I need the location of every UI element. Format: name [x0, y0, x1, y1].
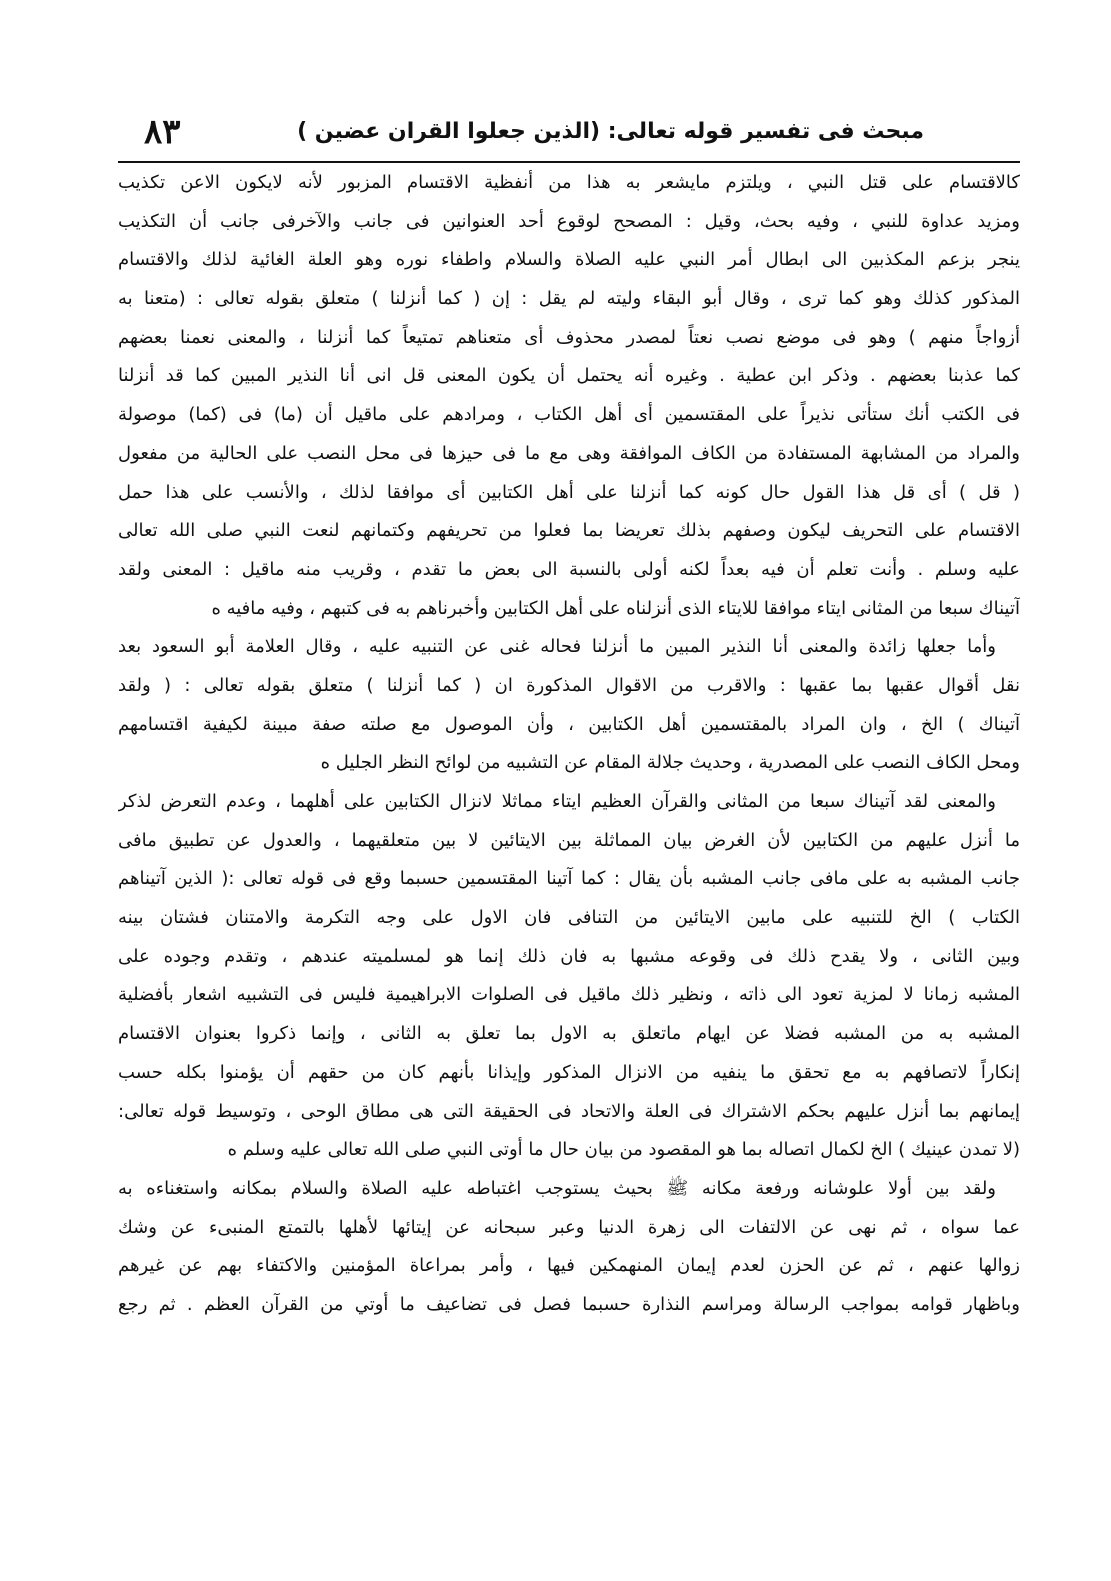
text-line: ومحل الكاف النصب على المصدرية ، وحديث جلالة المقام عن التشبيه من لوائح النظر الجليل ه [320, 752, 1020, 774]
text-line: وبين الثانى ، ولا يقدح ذلك فى وقوعه مشبها به فان ذلك إنما هو لمسلميته عندهم ، وتقدم وجوده على [118, 945, 1020, 967]
text-line: ( قل ) أى قل هذا القول حال كونه كما أنزلنا على أهل الكتابين أى موافقا لذلك ، والأنسب على هذا حمل [118, 481, 1020, 503]
text-line: ينجر بزعم المكذبين الى ابطال أمر النبي عليه الصلاة والسلام واطفاء نوره وهو العلة الغائية لذلك والاقتسام [118, 249, 1020, 271]
text-line: كما عذبنا بعضهم . وذكر ابن عطية . وغيره أنه يحتمل أن يكون المعنى قل انى أنا النذير المبين كما قد أنزلنا [118, 365, 1020, 387]
text-line: نقل أقوال عقبها بما عقبها : والاقرب من الاقوال المذكورة ان ( كما أنزلنا ) متعلق بقوله تعالى : ( ولقد [118, 674, 1020, 696]
text-line: عما سواه ، ثم نهى عن الالتفات الى زهرة الدنيا وعبر سبحانه عن إيتائها لأهلها بالتمتع المنبىء عن وشك [118, 1216, 1020, 1238]
text-line: المذكور كذلك وهو كما ترى ، وقال أبو البقاء وليته لم يقل : إن ( كما أنزلنا ) متعلق بقوله تعالى : (متعنا به [118, 288, 1020, 310]
text-line: والمراد من المشابهة المستفادة من الكاف الموافقة وهى مع ما فى حيزها فى محل النصب على الحالية من مفعول [118, 442, 1020, 464]
text-line: وباظهار قوامه بمواجب الرسالة ومراسم النذارة حسبما فصل فى تضاعيف ما أوتي من القرآن العظم . ثم رجع [118, 1293, 1020, 1315]
page-number: ٨٣ [144, 112, 181, 152]
text-line: أزواجاً منهم ) وهو فى موضع نصب نعتاً لمصدر محذوف أى متعناهم تمتيعاً كما أنزلنا ، والمعنى نعمنا بعضهم [118, 326, 1020, 348]
text-line: إيمانهم بما أنزل عليهم بحكم الاشتراك فى العلة والاتحاد فى الحقيقة التى هى مطاق الوحى ، وتوسيط قوله تعالى: [118, 1100, 1020, 1122]
text-line: والمعنى لقد آتيناك سبعا من المثانى والقرآن العظيم ايتاء مماثلا لانزال الكتابين على أهلهما ، وعدم التعرض لذكر [118, 791, 996, 812]
text-line: المشبه به من المشبه فضلا عن ايهام ماتعلق به الاول بما تعلق به الثانى ، وإنما ذكروا بعنوان الاقتسام [118, 1023, 1020, 1045]
text-line: كالاقتسام على قتل النبي ، ويلتزم مايشعر به هذا من أنفظية الاقتسام المزبور لأنه لايكون الاعن تكذيب [118, 172, 1020, 193]
text-line: ما أنزل عليهم من الكتابين لأن الغرض بيان المماثلة بين الايتائين لا بين متعلقيهما ، والعدول عن تطبيق مافى [118, 829, 1020, 851]
header-rule [118, 161, 1020, 163]
text-line: إنكاراً لاتصافهم به مع تحقق ما ينفيه من الانزال المذكور وإيذانا بأنهم كان من حقهم أن يؤمنوا بكله حسب [118, 1061, 1020, 1083]
text-line: جانب المشبه به على مافى جانب المشبه بأن يقال : كما آتينا المقتسمين حسبما وقع فى قوله تعالى :( الذين آتيناهم [118, 868, 1020, 890]
text-line: زوالها عنهم ، ثم عن الحزن لعدم إيمان المنهمكين فيها ، وأمر بمراعاة المؤمنين والاكتفاء بهم عن غيرهم [118, 1255, 1020, 1277]
body-text [118, 164, 1020, 1325]
text-line: (لا تمدن عينيك ) الخ لكمال اتصاله بما هو المقصود من بيان حال ما أوتى النبي صلى الله تعالى عليه وسلم ه [227, 1139, 1020, 1161]
text-line: ولقد بين أولا علوشانه ورفعة مكانه ﷺ بحيث يستوجب اغتباطه عليه الصلاة والسلام بمكانه واستغناءه به [118, 1177, 996, 1199]
page-header [118, 104, 1020, 160]
running-head: مبحث فى تفسير قوله تعالى: (الذين جعلوا القران عضين ) [297, 119, 924, 144]
text-line: الاقتسام على التحريف ليكون وصفهم بذلك تعريضا بما فعلوا من تحريفهم وكتمانهم لنعت النبي صلى الله تعالى [118, 520, 1020, 542]
text-line: وأما جعلها زائدة والمعنى أنا النذير المبين ما أنزلنا فحاله غنى عن التنبيه عليه ، وقال العلامة أبو السعود بعد [118, 636, 996, 658]
text-line: ومزيد عداوة للنبي ، وفيه بحث، وقيل : المصحح لوقوع أحد العنوانين فى جانب والآخرفى جانب أن التكذيب [118, 210, 1020, 232]
text-line: فى الكتب أنك ستأتى نذيراً على المقتسمين أى أهل الكتاب ، ومرادهم على ماقيل أن (ما) فى (كما) موصولة [118, 404, 1020, 426]
text-line: الكتاب ) الخ للتنبيه على مابين الايتائين من التنافى فان الاول على وجه التكرمة والامتنان فشتان بينه [118, 907, 1020, 929]
text-line: المشبه زمانا لا لمزية تعود الى ذاته ، ونظير ذلك ماقيل فى الصلوات الابراهيمية فليس فى التشبيه اشعار بأفضلية [118, 984, 1020, 1006]
text-line: آتيناك ) الخ ، وان المراد بالمقتسمين أهل الكتابين ، وأن الموصول مع صلته صفة مبينة لكيفية اقتسامهم [118, 713, 1020, 735]
text-line: آتيناك سبعا من المثانى ايتاء موافقا للايتاء الذى أنزلناه على أهل الكتابين وأخبرناهم به فى كتبهم ، وفيه مافيه ه [211, 597, 1020, 619]
text-line: عليه وسلم . وأنت تعلم أن فيه بعداً لكنه أولى بالنسبة الى بعض ما تقدم ، وقريب منه ماقيل : المعنى ولقد [118, 558, 1020, 580]
